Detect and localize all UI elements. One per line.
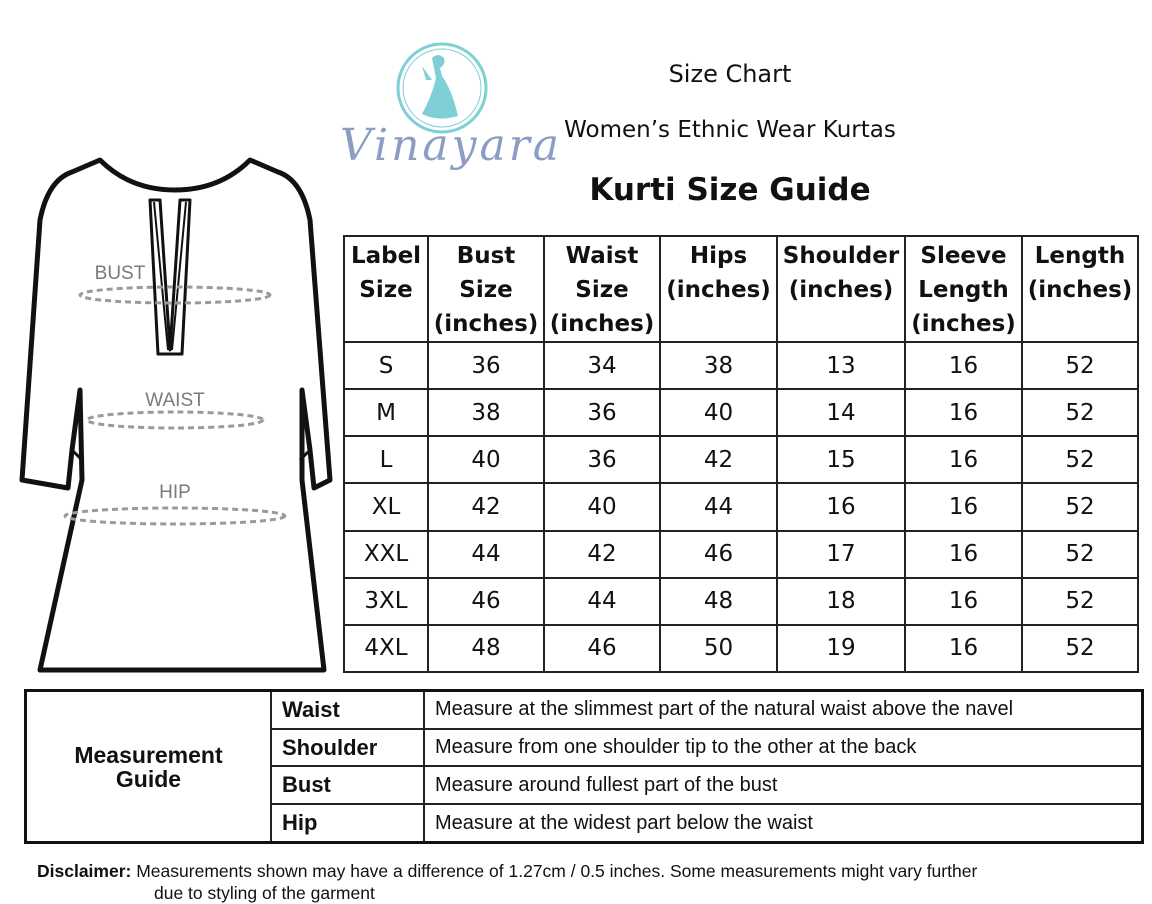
guide-key: Hip (271, 804, 424, 842)
size-value-cell: 34 (544, 342, 660, 389)
guide-key: Waist (271, 691, 424, 729)
size-value-cell: 52 (1022, 436, 1138, 483)
size-value-cell: 19 (777, 625, 905, 672)
size-value-cell: 38 (660, 342, 777, 389)
size-value-cell: 52 (1022, 625, 1138, 672)
page-subtitle: Women’s Ethnic Wear Kurtas (564, 117, 896, 143)
guide-row (26, 691, 1143, 729)
guide-key: Bust (271, 766, 424, 804)
header-waist: Waist Size (inches) (544, 236, 660, 342)
size-value-cell: 16 (905, 578, 1022, 625)
size-value-cell: 16 (905, 342, 1022, 389)
guide-desc: Measure around fullest part of the bust (424, 766, 1143, 804)
size-value-cell: 42 (428, 483, 544, 530)
size-value-cell: 13 (777, 342, 905, 389)
size-value-cell: 16 (905, 389, 1022, 436)
size-value-cell: 52 (1022, 578, 1138, 625)
size-value-cell: 38 (428, 389, 544, 436)
size-value-cell: 42 (660, 436, 777, 483)
kurta-diagram (10, 150, 340, 680)
header-label-size: Label Size (344, 236, 428, 342)
size-row (344, 342, 1138, 389)
size-value-cell: 16 (905, 483, 1022, 530)
size-value-cell: 44 (660, 483, 777, 530)
size-label-cell: S (344, 342, 428, 389)
page-title: Kurti Size Guide (589, 172, 871, 208)
size-value-cell: 36 (544, 389, 660, 436)
header-hips: Hips (inches) (660, 236, 777, 342)
guide-desc: Measure at the slimmest part of the natural waist above the navel (424, 691, 1143, 729)
size-value-cell: 15 (777, 436, 905, 483)
size-chart-label: Size Chart (668, 60, 792, 88)
size-value-cell: 17 (777, 531, 905, 578)
size-value-cell: 14 (777, 389, 905, 436)
size-row (344, 578, 1138, 625)
bust-label: BUST (94, 263, 146, 284)
size-value-cell: 46 (428, 578, 544, 625)
guide-desc: Measure at the widest part below the waist (424, 804, 1143, 842)
size-value-cell: 40 (428, 436, 544, 483)
header-length: Length (inches) (1022, 236, 1138, 342)
guide-key: Shoulder (271, 729, 424, 767)
size-label-cell: 3XL (344, 578, 428, 625)
size-value-cell: 40 (660, 389, 777, 436)
size-value-cell: 44 (544, 578, 660, 625)
disclaimer-line2: due to styling of the garment (154, 883, 375, 903)
size-value-cell: 46 (544, 625, 660, 672)
size-value-cell: 16 (905, 436, 1022, 483)
size-value-cell: 48 (428, 625, 544, 672)
size-value-cell: 16 (905, 625, 1022, 672)
size-value-cell: 52 (1022, 531, 1138, 578)
waist-label: WAIST (145, 390, 205, 411)
measurement-guide-heading: Measurement Guide (26, 691, 272, 843)
size-table-header-row (344, 236, 1138, 342)
size-value-cell: 42 (544, 531, 660, 578)
size-value-cell: 16 (777, 483, 905, 530)
size-row (344, 625, 1138, 672)
size-value-cell: 46 (660, 531, 777, 578)
size-value-cell: 40 (544, 483, 660, 530)
size-label-cell: XXL (344, 531, 428, 578)
size-label-cell: XL (344, 483, 428, 530)
size-row (344, 436, 1138, 483)
disclaimer-label: Disclaimer: (37, 861, 132, 881)
brand-wordmark: Vinayara (340, 120, 562, 171)
size-value-cell: 18 (777, 578, 905, 625)
size-row (344, 483, 1138, 530)
size-value-cell: 16 (905, 531, 1022, 578)
size-value-cell: 36 (428, 342, 544, 389)
size-value-cell: 36 (544, 436, 660, 483)
guide-desc: Measure from one shoulder tip to the other at the back (424, 729, 1143, 767)
size-value-cell: 52 (1022, 342, 1138, 389)
size-value-cell: 50 (660, 625, 777, 672)
disclaimer-line1: Measurements shown may have a difference of 1.27cm / 0.5 inches. Some measurements might vary further (136, 861, 978, 881)
size-value-cell: 44 (428, 531, 544, 578)
size-row (344, 531, 1138, 578)
size-table (343, 235, 1139, 673)
size-value-cell: 48 (660, 578, 777, 625)
size-label-cell: 4XL (344, 625, 428, 672)
size-value-cell: 52 (1022, 483, 1138, 530)
size-label-cell: M (344, 389, 428, 436)
size-value-cell: 52 (1022, 389, 1138, 436)
size-label-cell: L (344, 436, 428, 483)
size-row (344, 389, 1138, 436)
disclaimer (37, 860, 1152, 904)
hip-label: HIP (159, 482, 191, 503)
header-sleeve: Sleeve Length (inches) (905, 236, 1022, 342)
header-bust: Bust Size (inches) (428, 236, 544, 342)
measurement-guide-table (24, 689, 1144, 844)
header-shoulder: Shoulder (inches) (777, 236, 905, 342)
